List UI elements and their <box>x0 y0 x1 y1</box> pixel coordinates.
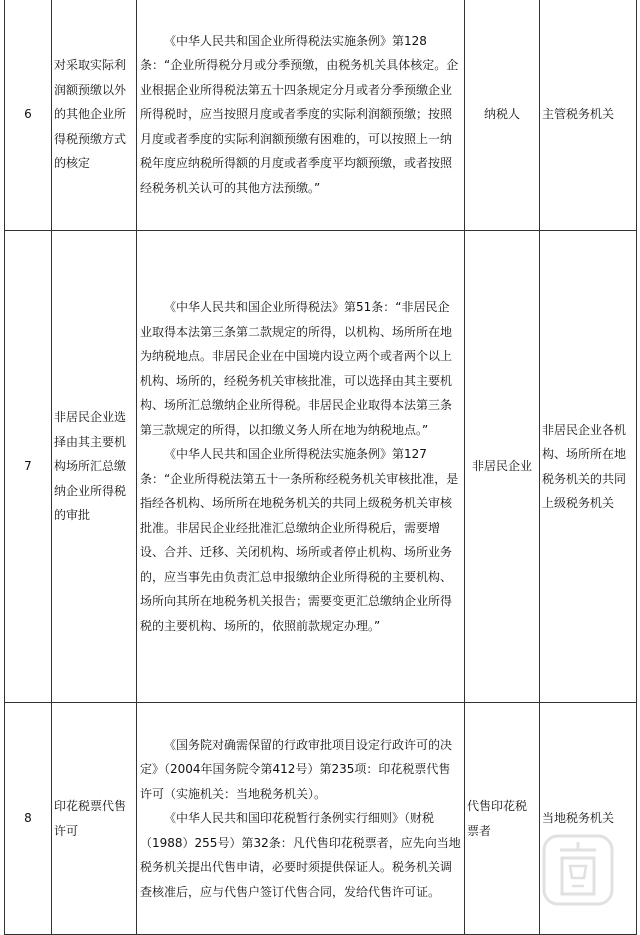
basis-paragraph: 《中华人民共和国印花税暂行条例实行细则》（财税（1988）255号）第32条：凡代售印花税票者，应先向当地税务机关提出代售申请，必要时须提供保证人。税务机关调查核准后，应与代售户签订代售合同，发给代售许可证。 <box>140 811 461 899</box>
implementing-authority: 非居民企业各机构、场所所在地税务机关的共同上级税务机关 <box>540 231 637 703</box>
item-name: 印花税票代售许可 <box>52 703 137 935</box>
row-number: 7 <box>5 231 52 703</box>
table-row <box>5 231 637 703</box>
row-number: 6 <box>5 0 52 231</box>
applicant: 非居民企业 <box>465 231 540 703</box>
basis-paragraph: 《中华人民共和国企业所得税法实施条例》第128条：“企业所得税分月或分季预缴，由税务机关具体核定。企业根据企业所得税法第五十四条规定分月或者分季预缴企业所得税时，应当按照月度或者季度的实际利润额预缴；按照月度或者季度的实际利润额预缴有困难的，可以按照上一纳税年度应纳税所得额的月度或者季度平均额预缴，或者按照经税务机关认可的其他方法预缴。” <box>140 33 459 195</box>
basis-paragraph: 《中华人民共和国企业所得税法》第51条：“非居民企业取得本法第三条第二款规定的所得，以机构、场所所在地为纳税地点。非居民企业在中国境内设立两个或者两个以上机构、场所的，经税务机关审核批准，可以选择由其主要机构、场所汇总缴纳企业所得税。非居民企业取得本法第三条第三款规定的所得，以扣缴义务人所在地为纳税地点。” <box>140 300 453 437</box>
row-number: 8 <box>5 703 52 935</box>
basis-paragraph: 《国务院对确需保留的行政审批项目设定行政许可的决定》（2004年国务院令第412号）第235项：印花税票代售许可（实施机关：当地税务机关）。 <box>140 737 453 801</box>
implementing-authority: 主管税务机关 <box>540 0 637 231</box>
implementing-authority: 当地税务机关 <box>540 703 637 935</box>
legal-basis <box>137 231 465 703</box>
approval-items-table <box>4 0 637 935</box>
table-row <box>5 0 637 231</box>
watermark-logo-icon <box>540 832 616 908</box>
item-name: 非居民企业选择由其主要机构场所汇总缴纳企业所得税的审批 <box>52 231 137 703</box>
legal-basis <box>137 0 465 231</box>
basis-paragraph: 《中华人民共和国企业所得税法实施条例》第127条：“企业所得税法第五十一条所称经税务机关审核批准，是指经各机构、场所所在地税务机关的共同上级税务机关审核批准。非居民企业经批准汇总缴纳企业所得税后，需要增设、合并、迁移、关闭机构、场所或者停止机构、场所业务的，应当事先由负责汇总申报缴纳企业所得税的主要机构、场所向其所在地税务机关报告；需要变更汇总缴纳企业所得税的主要机构、场所的，依照前款规定办理。” <box>140 447 459 633</box>
item-name: 对采取实际利润额预缴以外的其他企业所得税预缴方式的核定 <box>52 0 137 231</box>
applicant: 代售印花税票者 <box>465 703 540 935</box>
applicant: 纳税人 <box>465 0 540 231</box>
legal-basis <box>137 703 465 935</box>
